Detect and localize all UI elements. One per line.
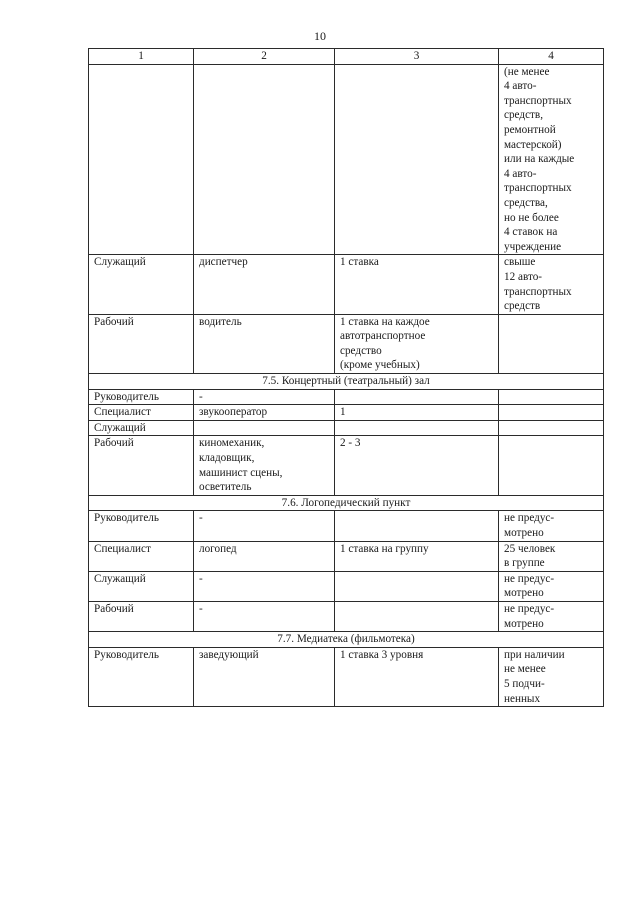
rate-cell: 1 ставка 3 уровня: [335, 647, 499, 706]
note-cell: свыше 12 авто- транспортных средств: [499, 255, 604, 314]
rate-cell: [335, 64, 499, 255]
column-header: 2: [194, 49, 335, 65]
column-header: 4: [499, 49, 604, 65]
note-cell: [499, 436, 604, 495]
category-cell: Руководитель: [89, 511, 194, 541]
section-row: [89, 632, 604, 648]
rate-cell: 1: [335, 405, 499, 421]
category-cell: Руководитель: [89, 647, 194, 706]
table-row: [89, 601, 604, 631]
note-cell: не предус- мотрено: [499, 571, 604, 601]
section-title: 7.7. Медиатека (фильмотека): [89, 632, 604, 648]
position-cell: -: [194, 389, 335, 405]
table-row: [89, 436, 604, 495]
category-cell: Специалист: [89, 405, 194, 421]
rate-cell: 1 ставка на каждое автотранспортное средство (кроме учебных): [335, 314, 499, 373]
position-cell: [194, 420, 335, 436]
table-row: [89, 64, 604, 255]
rate-cell: 2 - 3: [335, 436, 499, 495]
section-title: 7.5. Концертный (театральный) зал: [89, 374, 604, 390]
column-header: 3: [335, 49, 499, 65]
position-cell: диспетчер: [194, 255, 335, 314]
note-cell: не предус- мотрено: [499, 511, 604, 541]
column-header: 1: [89, 49, 194, 65]
note-cell: 25 человек в группе: [499, 541, 604, 571]
category-cell: Рабочий: [89, 436, 194, 495]
table-row: [89, 571, 604, 601]
position-cell: водитель: [194, 314, 335, 373]
category-cell: Рабочий: [89, 601, 194, 631]
note-cell: [499, 389, 604, 405]
note-cell: при наличии не менее 5 подчи- ненных: [499, 647, 604, 706]
table-row: [89, 541, 604, 571]
section-row: [89, 495, 604, 511]
rate-cell: [335, 389, 499, 405]
page-number: 10: [314, 29, 326, 43]
rate-cell: [335, 420, 499, 436]
position-cell: звукооператор: [194, 405, 335, 421]
note-cell: [499, 420, 604, 436]
category-cell: Специалист: [89, 541, 194, 571]
table-row: [89, 314, 604, 373]
position-cell: логопед: [194, 541, 335, 571]
note-cell: не предус- мотрено: [499, 601, 604, 631]
category-cell: Рабочий: [89, 314, 194, 373]
table-row: [89, 255, 604, 314]
position-cell: заведующий: [194, 647, 335, 706]
table-row: [89, 389, 604, 405]
header-row: [89, 49, 604, 65]
position-cell: [194, 64, 335, 255]
rate-cell: 1 ставка: [335, 255, 499, 314]
category-cell: Служащий: [89, 420, 194, 436]
table-row: [89, 420, 604, 436]
table-row: [89, 511, 604, 541]
position-cell: киномеханик, кладовщик, машинист сцены, осветитель: [194, 436, 335, 495]
category-cell: Служащий: [89, 571, 194, 601]
rate-cell: [335, 601, 499, 631]
position-cell: -: [194, 601, 335, 631]
category-cell: Руководитель: [89, 389, 194, 405]
note-cell: [499, 314, 604, 373]
category-cell: Служащий: [89, 255, 194, 314]
section-title: 7.6. Логопедический пункт: [89, 495, 604, 511]
category-cell: [89, 64, 194, 255]
position-cell: -: [194, 511, 335, 541]
staff-table: [88, 48, 604, 707]
table-row: [89, 405, 604, 421]
rate-cell: [335, 571, 499, 601]
rate-cell: 1 ставка на группу: [335, 541, 499, 571]
note-cell: (не менее 4 авто- транспортных средств, ремонтной мастерской) или на каждые 4 авто- транспортных средства, но не более 4 ставок на учреждение: [499, 64, 604, 255]
staff-table-body: [89, 49, 604, 707]
rate-cell: [335, 511, 499, 541]
table-row: [89, 647, 604, 706]
position-cell: -: [194, 571, 335, 601]
note-cell: [499, 405, 604, 421]
section-row: [89, 374, 604, 390]
